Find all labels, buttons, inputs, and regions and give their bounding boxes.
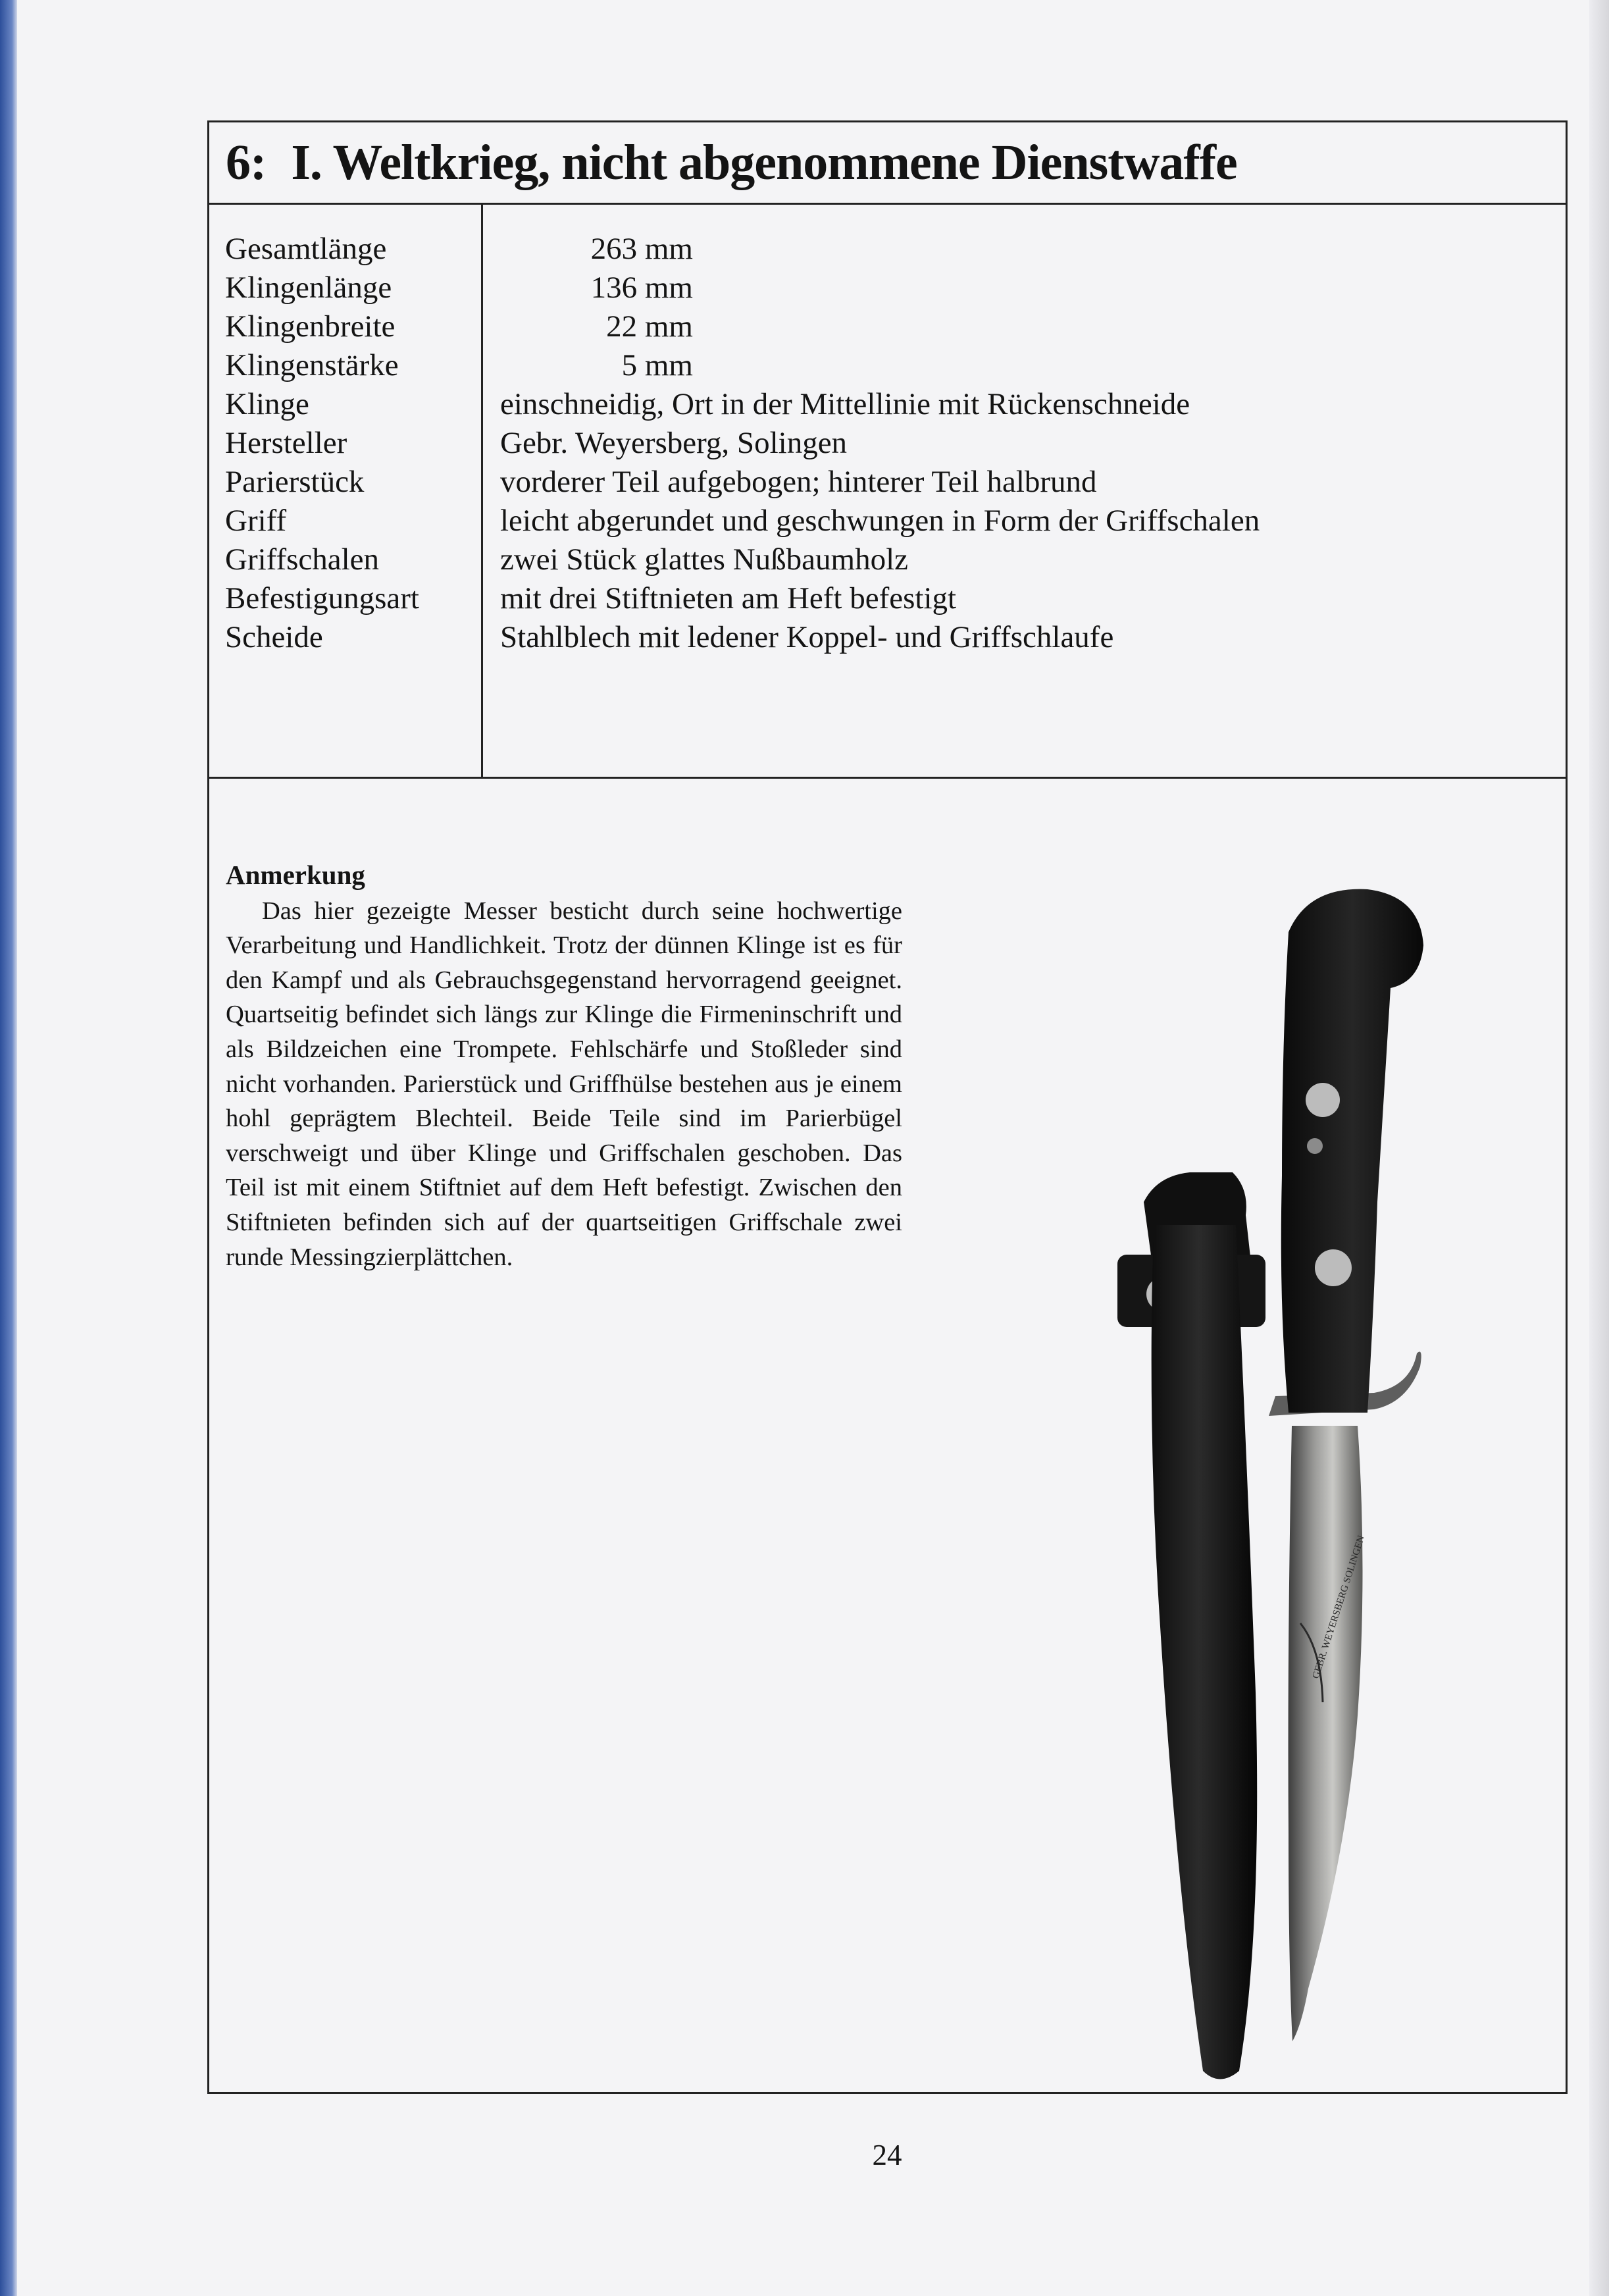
spec-row	[209, 618, 1566, 657]
spec-row	[209, 230, 1566, 269]
title-row	[209, 122, 1566, 205]
spec-label: Gesamtlänge	[225, 232, 387, 266]
spec-value: 136 mm	[590, 271, 693, 305]
title-text: I. Weltkrieg, nicht abgenommene Dienstwaffe	[291, 135, 1237, 190]
spec-value: leicht abgerundet und geschwungen in Form der Griffschalen	[500, 504, 1260, 538]
spec-value: zwei Stück glattes Nußbaumholz	[500, 542, 908, 577]
spec-row	[209, 502, 1566, 540]
page-edge-shadow	[1589, 0, 1609, 2296]
spec-label: Scheide	[225, 620, 323, 654]
catalog-frame	[207, 120, 1568, 2094]
spec-row	[209, 269, 1566, 307]
spec-label: Parierstück	[225, 465, 365, 499]
spec-value: 263 mm	[590, 232, 693, 266]
spec-row	[209, 579, 1566, 618]
sheath	[1117, 1172, 1265, 2079]
spec-label: Klingenbreite	[225, 309, 396, 344]
spec-value: vorderer Teil aufgebogen; hinterer Teil halbrund	[500, 465, 1097, 499]
spec-value: Stahlblech mit ledener Koppel- und Griffschlaufe	[500, 620, 1114, 654]
notes-section	[226, 858, 902, 1274]
spec-row	[209, 346, 1566, 385]
spec-value: 5 mm	[621, 348, 693, 382]
scan-edge	[0, 0, 17, 2296]
spec-row	[209, 540, 1566, 579]
spec-value: Gebr. Weyersberg, Solingen	[500, 426, 848, 460]
notes-body: Das hier gezeigte Messer besticht durch seine hochwertige Verarbeitung und Handlichkeit. Trotz der dünnen Klinge ist es für den Kampf und als Gebrauchsgegenstand hervorragend geeignet. Quartseitig befindet sich längs zur Klinge die Firmeninschrift und als Bildzeichen eine Trompete. Fehlschärfe und Stoßleder sind nicht vorhanden. Parierstück und Griffhülse bestehen aus je einem hohl geprägtem Blechteil. Beide Teile sind im Parierbügel verschweigt und über Klinge und Griffschalen geschoben. Das Teil ist mit einem Stiftniet auf dem Heft befestigt. Zwischen den Stiftnieten befinden sich auf der quartseitigen Griffschale zwei runde Messingzierplättchen.	[226, 897, 902, 1271]
spec-row	[209, 424, 1566, 463]
title-number: 6:	[226, 135, 267, 190]
grip-plate-lower	[1315, 1249, 1352, 1286]
spec-label: Hersteller	[225, 426, 347, 460]
page-number: 24	[872, 2139, 902, 2172]
spec-row	[209, 385, 1566, 424]
spec-row	[209, 463, 1566, 502]
knife-grip	[1281, 889, 1423, 1413]
grip-rivet	[1307, 1138, 1323, 1154]
spec-label: Klinge	[225, 387, 309, 421]
notes-heading: Anmerkung	[226, 860, 365, 890]
page-title	[226, 134, 1237, 192]
knife	[1269, 889, 1423, 2041]
sheath-body	[1152, 1225, 1258, 2079]
spec-value: 22 mm	[606, 309, 693, 344]
blade-inscription: GEBR. WEYERSBERG SOLINGEN	[1310, 1534, 1367, 1681]
spec-row	[209, 307, 1566, 346]
knife-photo	[1091, 847, 1539, 2084]
spec-label: Klingenlänge	[225, 271, 392, 305]
spec-label: Klingenstärke	[225, 348, 399, 382]
spec-label: Griffschalen	[225, 542, 380, 577]
grip-plate-upper	[1306, 1083, 1340, 1117]
spec-value: einschneidig, Ort in der Mittellinie mit Rückenschneide	[500, 387, 1190, 421]
spec-table	[209, 205, 1566, 779]
knife-blade	[1289, 1426, 1363, 2041]
spec-value: mit drei Stiftnieten am Heft befestigt	[500, 581, 957, 615]
spec-label: Griff	[225, 504, 287, 538]
spec-label: Befestigungsart	[225, 581, 419, 615]
